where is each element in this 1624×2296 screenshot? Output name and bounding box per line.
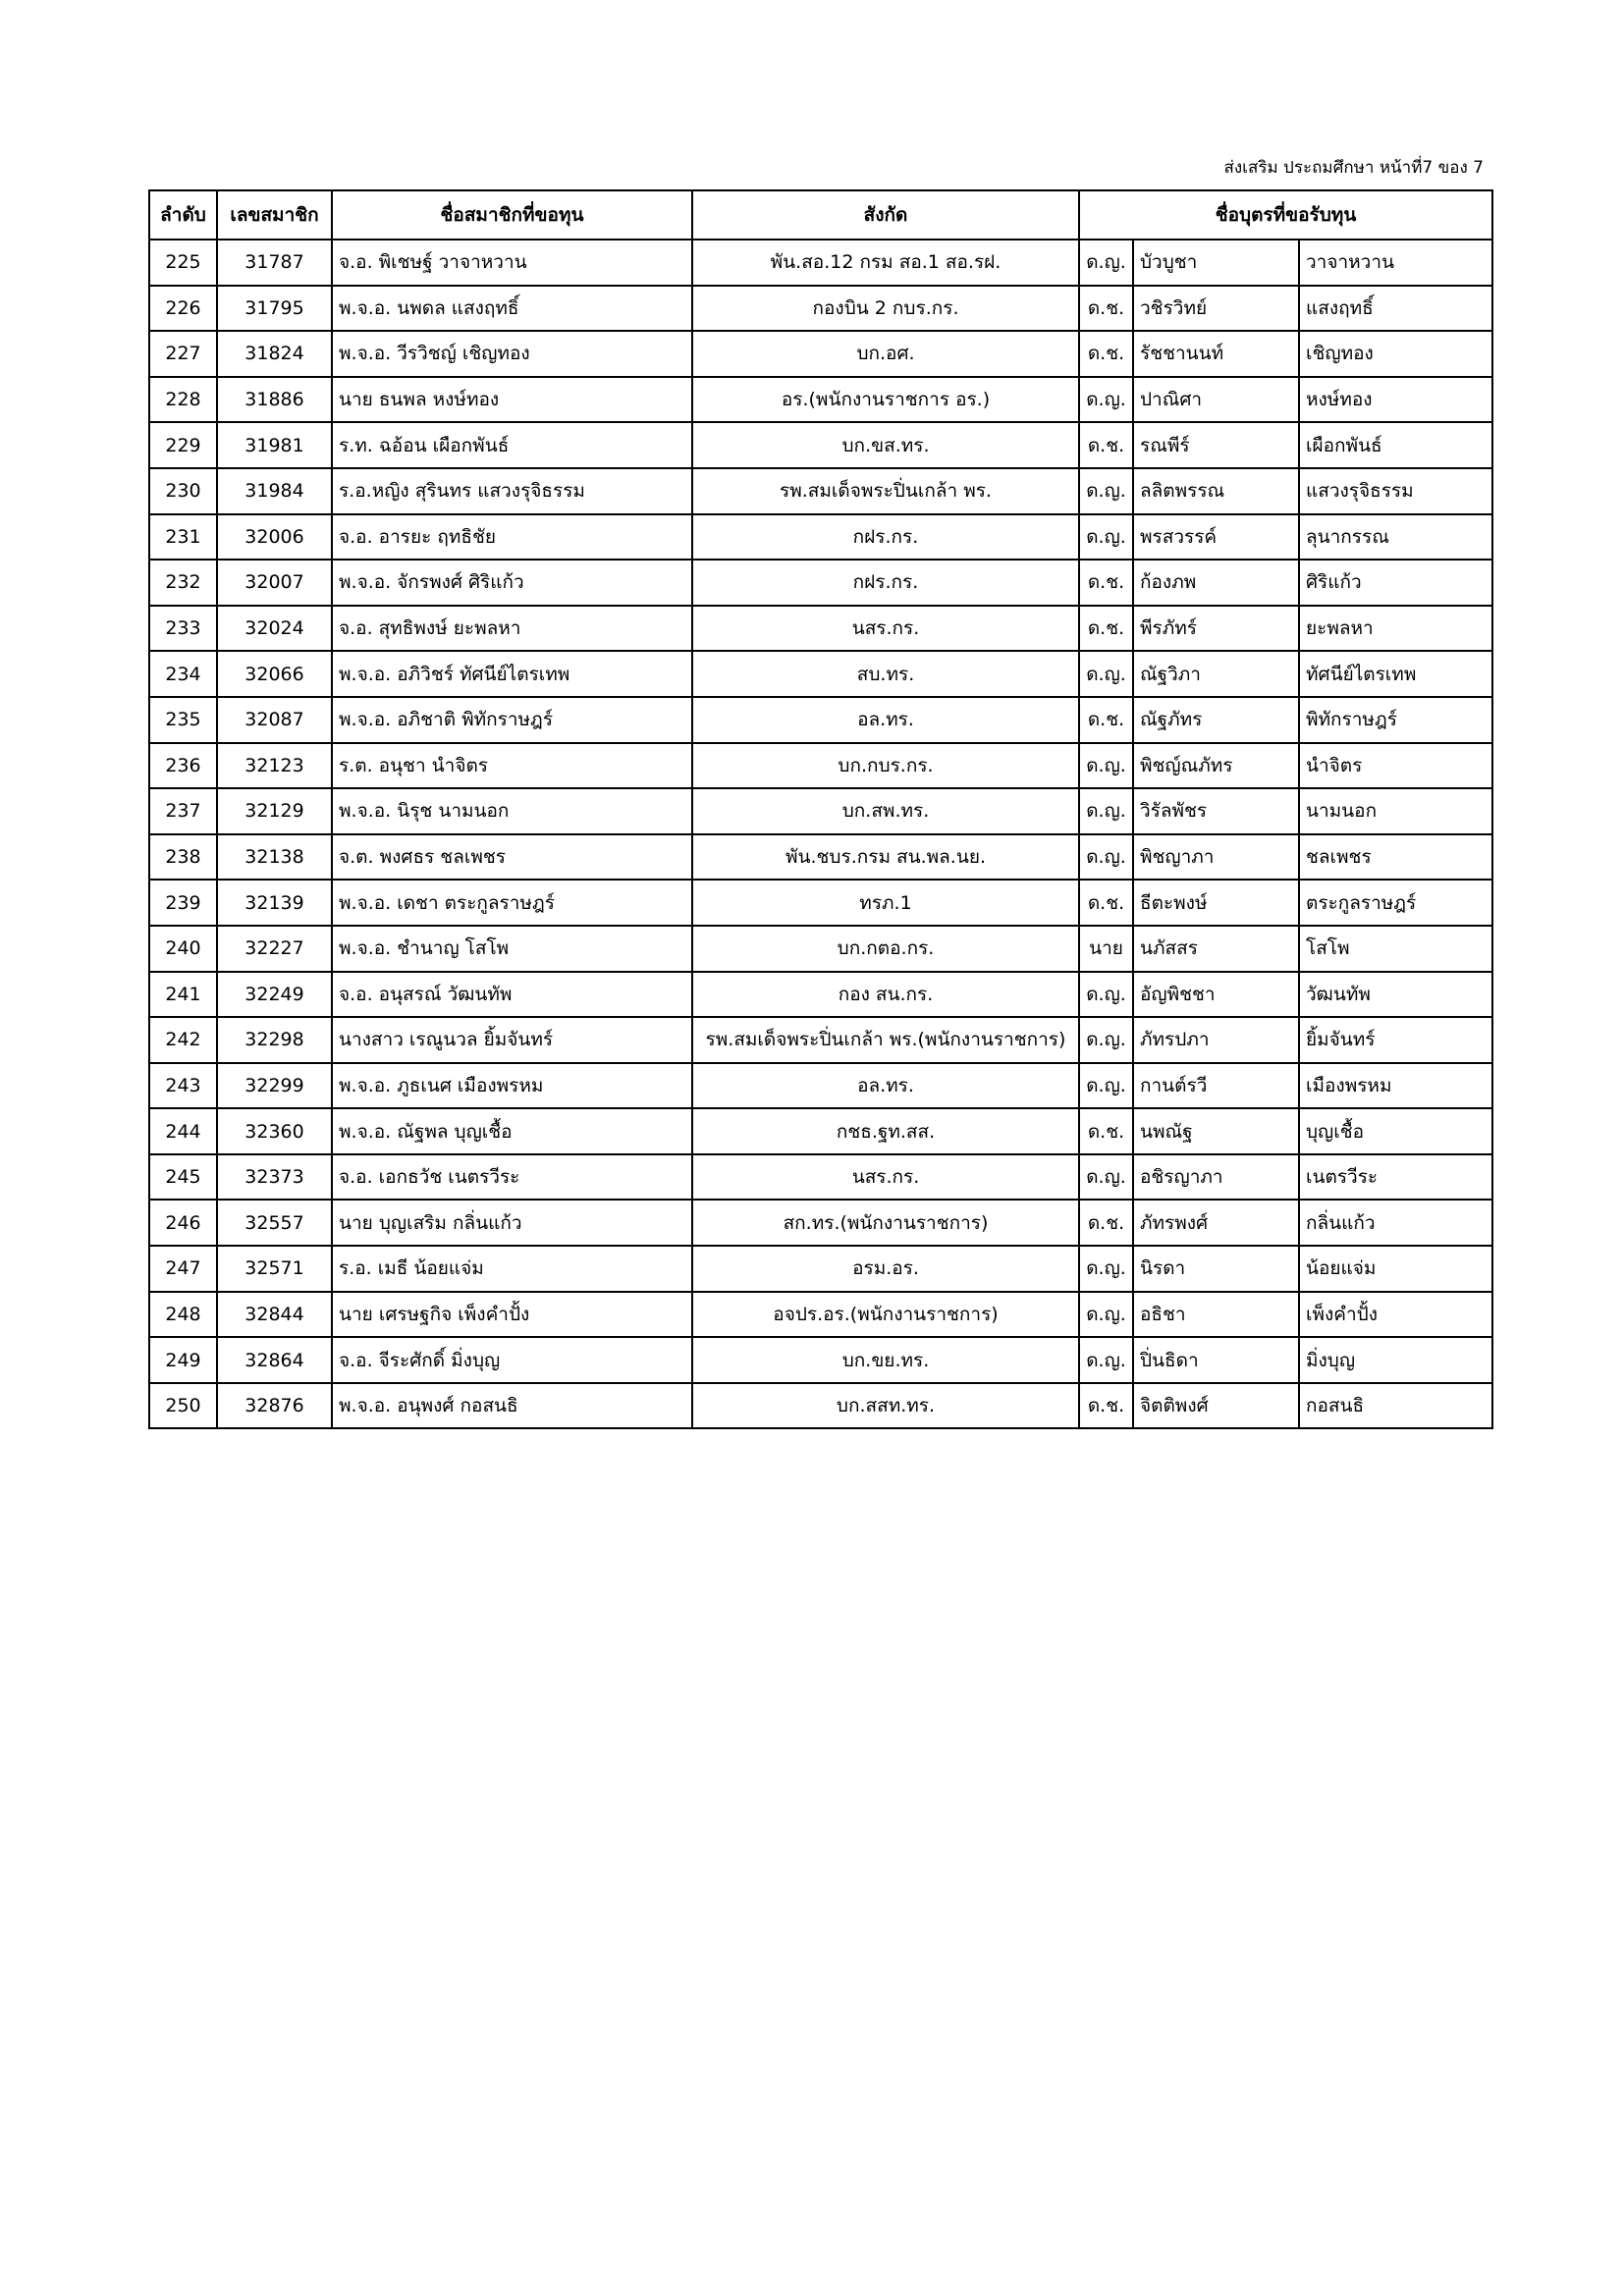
row-seq: 232: [149, 560, 217, 606]
row-seq: 229: [149, 422, 217, 468]
row-child-title: ด.ช.: [1079, 606, 1133, 652]
row-unit: กอง สน.กร.: [692, 972, 1079, 1018]
row-seq: 233: [149, 606, 217, 652]
row-seq: 228: [149, 377, 217, 423]
row-member-name: ร.ท. ฉอ้อน เผือกพันธ์: [332, 422, 692, 468]
row-child-name: นภัสสร: [1133, 926, 1299, 972]
row-member-id: 32006: [217, 514, 332, 561]
table-row: [149, 1337, 1492, 1383]
row-member-id: 31795: [217, 286, 332, 332]
row-child-title: ด.ญ.: [1079, 1017, 1133, 1063]
row-member-name: พ.จ.อ. อภิชาติ พิทักราษฎร์: [332, 697, 692, 743]
row-child-title: ด.ช.: [1079, 880, 1133, 926]
row-member-id: 31981: [217, 422, 332, 468]
row-seq: 250: [149, 1383, 217, 1429]
row-member-name: พ.จ.อ. จักรพงศ์ ศิริแก้ว: [332, 560, 692, 606]
row-seq: 230: [149, 468, 217, 514]
row-child-title: ด.ญ.: [1079, 240, 1133, 286]
row-unit: บก.กบร.กร.: [692, 743, 1079, 789]
row-member-name: ร.ต. อนุชา นำจิตร: [332, 743, 692, 789]
table-row: [149, 606, 1492, 652]
row-member-name: พ.จ.อ. อนุพงศ์ กอสนธิ: [332, 1383, 692, 1429]
row-child-title: ด.ญ.: [1079, 1246, 1133, 1292]
row-member-id: 32139: [217, 880, 332, 926]
table-row: [149, 286, 1492, 332]
row-child-name: นพณัฐ: [1133, 1108, 1299, 1154]
row-child-surname: มิ่งบุญ: [1299, 1337, 1492, 1383]
row-unit: บก.ขย.ทร.: [692, 1337, 1079, 1383]
row-child-name: พิชญาภา: [1133, 834, 1299, 881]
row-unit: พัน.สอ.12 กรม สอ.1 สอ.รฝ.: [692, 240, 1079, 286]
row-seq: 236: [149, 743, 217, 789]
row-child-title: ด.ช.: [1079, 1383, 1133, 1429]
table-row: [149, 514, 1492, 561]
row-member-name: พ.จ.อ. ณัฐพล บุญเชื้อ: [332, 1108, 692, 1154]
table-row: [149, 240, 1492, 286]
row-member-name: พ.จ.อ. ชำนาญ โสโพ: [332, 926, 692, 972]
row-unit: บก.อศ.: [692, 331, 1079, 377]
row-child-surname: ตระกูลราษฎร์: [1299, 880, 1492, 926]
row-member-id: 31886: [217, 377, 332, 423]
row-member-name: พ.จ.อ. เดชา ตระกูลราษฎร์: [332, 880, 692, 926]
row-child-surname: หงษ์ทอง: [1299, 377, 1492, 423]
row-seq: 231: [149, 514, 217, 561]
table-row: [149, 560, 1492, 606]
row-seq: 244: [149, 1108, 217, 1154]
row-member-id: 31984: [217, 468, 332, 514]
row-member-name: จ.อ. อารยะ ฤทธิชัย: [332, 514, 692, 561]
row-member-id: 32557: [217, 1200, 332, 1246]
scholarship-table: [148, 189, 1493, 1429]
row-child-name: วชิรวิทย์: [1133, 286, 1299, 332]
row-child-surname: เชิญทอง: [1299, 331, 1492, 377]
row-child-name: พิชญ์ณภัทร: [1133, 743, 1299, 789]
row-member-id: 32844: [217, 1292, 332, 1338]
row-unit: รพ.สมเด็จพระปิ่นเกล้า พร.: [692, 468, 1079, 514]
row-seq: 237: [149, 788, 217, 834]
row-member-id: 32024: [217, 606, 332, 652]
row-child-title: ด.ญ.: [1079, 1063, 1133, 1109]
row-member-id: 32571: [217, 1246, 332, 1292]
row-seq: 246: [149, 1200, 217, 1246]
row-child-surname: วาจาหวาน: [1299, 240, 1492, 286]
row-child-surname: ศิริแก้ว: [1299, 560, 1492, 606]
row-member-name: จ.อ. สุทธิพงษ์ ยะพลหา: [332, 606, 692, 652]
row-seq: 226: [149, 286, 217, 332]
row-child-surname: บุญเชื้อ: [1299, 1108, 1492, 1154]
row-child-title: ด.ช.: [1079, 422, 1133, 468]
table-row: [149, 1108, 1492, 1154]
table-row: [149, 377, 1492, 423]
table-row: [149, 1246, 1492, 1292]
row-seq: 241: [149, 972, 217, 1018]
row-child-surname: พิทักราษฎร์: [1299, 697, 1492, 743]
row-member-id: 31787: [217, 240, 332, 286]
table-row: [149, 1383, 1492, 1429]
row-child-name: นิรดา: [1133, 1246, 1299, 1292]
table-row: [149, 468, 1492, 514]
row-child-title: นาย: [1079, 926, 1133, 972]
row-child-surname: ลุนากรรณ: [1299, 514, 1492, 561]
row-child-title: ด.ญ.: [1079, 972, 1133, 1018]
row-seq: 247: [149, 1246, 217, 1292]
row-child-name: ภัทรปภา: [1133, 1017, 1299, 1063]
table-row: [149, 1200, 1492, 1246]
row-child-surname: เพ็งคำปั้ง: [1299, 1292, 1492, 1338]
table-row: [149, 1017, 1492, 1063]
row-child-title: ด.ญ.: [1079, 468, 1133, 514]
row-member-name: พ.จ.อ. นิรุช นามนอก: [332, 788, 692, 834]
row-member-id: 32007: [217, 560, 332, 606]
row-child-title: ด.ช.: [1079, 331, 1133, 377]
row-unit: กฝร.กร.: [692, 514, 1079, 561]
row-child-surname: นามนอก: [1299, 788, 1492, 834]
row-unit: นสร.กร.: [692, 606, 1079, 652]
row-member-name: นางสาว เรณูนวล ยิ้มจันทร์: [332, 1017, 692, 1063]
row-child-surname: น้อยแจ่ม: [1299, 1246, 1492, 1292]
row-child-surname: ยะพลหา: [1299, 606, 1492, 652]
row-child-name: พรสวรรค์: [1133, 514, 1299, 561]
row-unit: สก.ทร.(พนักงานราชการ): [692, 1200, 1079, 1246]
header-seq: ลำดับ: [149, 190, 217, 240]
row-unit: อจปร.อร.(พนักงานราชการ): [692, 1292, 1079, 1338]
row-seq: 243: [149, 1063, 217, 1109]
row-unit: บก.ขส.ทร.: [692, 422, 1079, 468]
row-member-id: 32299: [217, 1063, 332, 1109]
page-header-note: ส่งเสริม ประถมศึกษา หน้าที่7 ของ 7: [1223, 158, 1484, 178]
row-unit: อรม.อร.: [692, 1246, 1079, 1292]
table-row: [149, 788, 1492, 834]
row-child-surname: เผือกพันธ์: [1299, 422, 1492, 468]
table-row: [149, 1154, 1492, 1201]
row-member-id: 32227: [217, 926, 332, 972]
row-member-id: 32249: [217, 972, 332, 1018]
row-member-name: จ.ต. พงศธร ชลเพชร: [332, 834, 692, 881]
row-child-title: ด.ญ.: [1079, 377, 1133, 423]
row-unit: กชธ.ฐท.สส.: [692, 1108, 1079, 1154]
row-child-title: ด.ญ.: [1079, 651, 1133, 697]
row-seq: 225: [149, 240, 217, 286]
row-seq: 240: [149, 926, 217, 972]
row-child-title: ด.ญ.: [1079, 743, 1133, 789]
row-member-id: 32864: [217, 1337, 332, 1383]
table-row: [149, 331, 1492, 377]
row-child-surname: ชลเพชร: [1299, 834, 1492, 881]
row-seq: 239: [149, 880, 217, 926]
row-member-id: 31824: [217, 331, 332, 377]
table-row: [149, 834, 1492, 881]
row-child-title: ด.ช.: [1079, 286, 1133, 332]
table-body: [149, 240, 1492, 1428]
row-child-surname: แสวงรุจิธรรม: [1299, 468, 1492, 514]
row-child-title: ด.ช.: [1079, 697, 1133, 743]
row-member-id: 32138: [217, 834, 332, 881]
row-seq: 234: [149, 651, 217, 697]
row-child-name: ณัฐภัทร: [1133, 697, 1299, 743]
table-row: [149, 972, 1492, 1018]
row-member-name: พ.จ.อ. วีรวิชญ์ เชิญทอง: [332, 331, 692, 377]
row-unit: พัน.ชบร.กรม สน.พล.นย.: [692, 834, 1079, 881]
row-child-name: พีรภัทร์: [1133, 606, 1299, 652]
header-unit: สังกัด: [692, 190, 1079, 240]
row-unit: บก.สสท.ทร.: [692, 1383, 1079, 1429]
row-member-id: 32373: [217, 1154, 332, 1201]
table-row: [149, 422, 1492, 468]
row-child-surname: เมืองพรหม: [1299, 1063, 1492, 1109]
row-seq: 227: [149, 331, 217, 377]
row-unit: อล.ทร.: [692, 697, 1079, 743]
table-row: [149, 1292, 1492, 1338]
row-child-surname: วัฒนทัพ: [1299, 972, 1492, 1018]
row-seq: 248: [149, 1292, 217, 1338]
row-unit: นสร.กร.: [692, 1154, 1079, 1201]
row-unit: กองบิน 2 กบร.กร.: [692, 286, 1079, 332]
row-child-surname: นำจิตร: [1299, 743, 1492, 789]
row-child-title: ด.ญ.: [1079, 1154, 1133, 1201]
row-unit: กฝร.กร.: [692, 560, 1079, 606]
row-member-name: นาย ธนพล หงษ์ทอง: [332, 377, 692, 423]
row-member-name: จ.อ. พิเชษฐ์ วาจาหวาน: [332, 240, 692, 286]
row-child-name: ธีตะพงษ์: [1133, 880, 1299, 926]
row-member-name: ร.อ.หญิง สุรินทร แสวงรุจิธรรม: [332, 468, 692, 514]
row-child-name: รณพีร์: [1133, 422, 1299, 468]
row-member-name: พ.จ.อ. อภิวิชร์ ทัศนีย์ไตรเทพ: [332, 651, 692, 697]
row-seq: 242: [149, 1017, 217, 1063]
row-child-name: อธิชา: [1133, 1292, 1299, 1338]
row-member-name: พ.จ.อ. ภูธเนศ เมืองพรหม: [332, 1063, 692, 1109]
table-row: [149, 743, 1492, 789]
row-member-id: 32876: [217, 1383, 332, 1429]
row-child-name: ก้องภพ: [1133, 560, 1299, 606]
header-child-name: ชื่อบุตรที่ขอรับทุน: [1079, 190, 1492, 240]
row-member-name: นาย บุญเสริม กลิ่นแก้ว: [332, 1200, 692, 1246]
row-member-name: พ.จ.อ. นพดล แสงฤทธิ์: [332, 286, 692, 332]
row-child-surname: เนตรวีระ: [1299, 1154, 1492, 1201]
row-child-name: ปาณิศา: [1133, 377, 1299, 423]
row-child-surname: ยิ้มจันทร์: [1299, 1017, 1492, 1063]
row-seq: 238: [149, 834, 217, 881]
row-child-surname: แสงฤทธิ์: [1299, 286, 1492, 332]
row-child-name: บัวบูชา: [1133, 240, 1299, 286]
row-member-id: 32087: [217, 697, 332, 743]
row-member-name: จ.อ. เอกธวัช เนตรวีระ: [332, 1154, 692, 1201]
header-member-id: เลขสมาชิก: [217, 190, 332, 240]
row-child-title: ด.ญ.: [1079, 514, 1133, 561]
row-member-id: 32066: [217, 651, 332, 697]
row-child-name: กานต์รวี: [1133, 1063, 1299, 1109]
row-child-title: ด.ญ.: [1079, 788, 1133, 834]
table-row: [149, 651, 1492, 697]
row-child-name: ณัฐวิภา: [1133, 651, 1299, 697]
row-member-id: 32123: [217, 743, 332, 789]
row-child-title: ด.ญ.: [1079, 1292, 1133, 1338]
row-child-title: ด.ช.: [1079, 1108, 1133, 1154]
table-row: [149, 697, 1492, 743]
row-child-name: ภัทรพงศ์: [1133, 1200, 1299, 1246]
row-child-surname: โสโพ: [1299, 926, 1492, 972]
table-header: [149, 190, 1492, 240]
table-row: [149, 1063, 1492, 1109]
row-child-name: รัชชานนท์: [1133, 331, 1299, 377]
row-unit: ทรภ.1: [692, 880, 1079, 926]
row-seq: 235: [149, 697, 217, 743]
table-row: [149, 880, 1492, 926]
row-child-title: ด.ช.: [1079, 1200, 1133, 1246]
table-row: [149, 926, 1492, 972]
row-member-id: 32298: [217, 1017, 332, 1063]
row-member-name: ร.อ. เมธี น้อยแจ่ม: [332, 1246, 692, 1292]
row-child-title: ด.ช.: [1079, 560, 1133, 606]
row-member-name: จ.อ. อนุสรณ์ วัฒนทัพ: [332, 972, 692, 1018]
row-unit: อร.(พนักงานราชการ อร.): [692, 377, 1079, 423]
row-child-title: ด.ญ.: [1079, 1337, 1133, 1383]
row-member-id: 32129: [217, 788, 332, 834]
row-child-surname: กลิ่นแก้ว: [1299, 1200, 1492, 1246]
row-member-name: จ.อ. จีระศักดิ์ มิ่งบุญ: [332, 1337, 692, 1383]
row-unit: บก.สพ.ทร.: [692, 788, 1079, 834]
row-seq: 245: [149, 1154, 217, 1201]
row-member-name: นาย เศรษฐกิจ เพ็งคำปั้ง: [332, 1292, 692, 1338]
row-child-name: อชิรญาภา: [1133, 1154, 1299, 1201]
header-member-name: ชื่อสมาชิกที่ขอทุน: [332, 190, 692, 240]
row-child-title: ด.ญ.: [1079, 834, 1133, 881]
row-unit: รพ.สมเด็จพระปิ่นเกล้า พร.(พนักงานราชการ): [692, 1017, 1079, 1063]
row-child-surname: กอสนธิ: [1299, 1383, 1492, 1429]
row-unit: สบ.ทร.: [692, 651, 1079, 697]
row-child-name: ปิ่นธิดา: [1133, 1337, 1299, 1383]
row-unit: อล.ทร.: [692, 1063, 1079, 1109]
row-child-name: จิตติพงศ์: [1133, 1383, 1299, 1429]
row-child-surname: ทัศนีย์ไตรเทพ: [1299, 651, 1492, 697]
row-seq: 249: [149, 1337, 217, 1383]
row-member-id: 32360: [217, 1108, 332, 1154]
row-child-name: อัญพิชชา: [1133, 972, 1299, 1018]
header-row: [149, 190, 1492, 240]
row-child-name: ลลิตพรรณ: [1133, 468, 1299, 514]
row-unit: บก.กตอ.กร.: [692, 926, 1079, 972]
row-child-name: วิรัลพัชร: [1133, 788, 1299, 834]
